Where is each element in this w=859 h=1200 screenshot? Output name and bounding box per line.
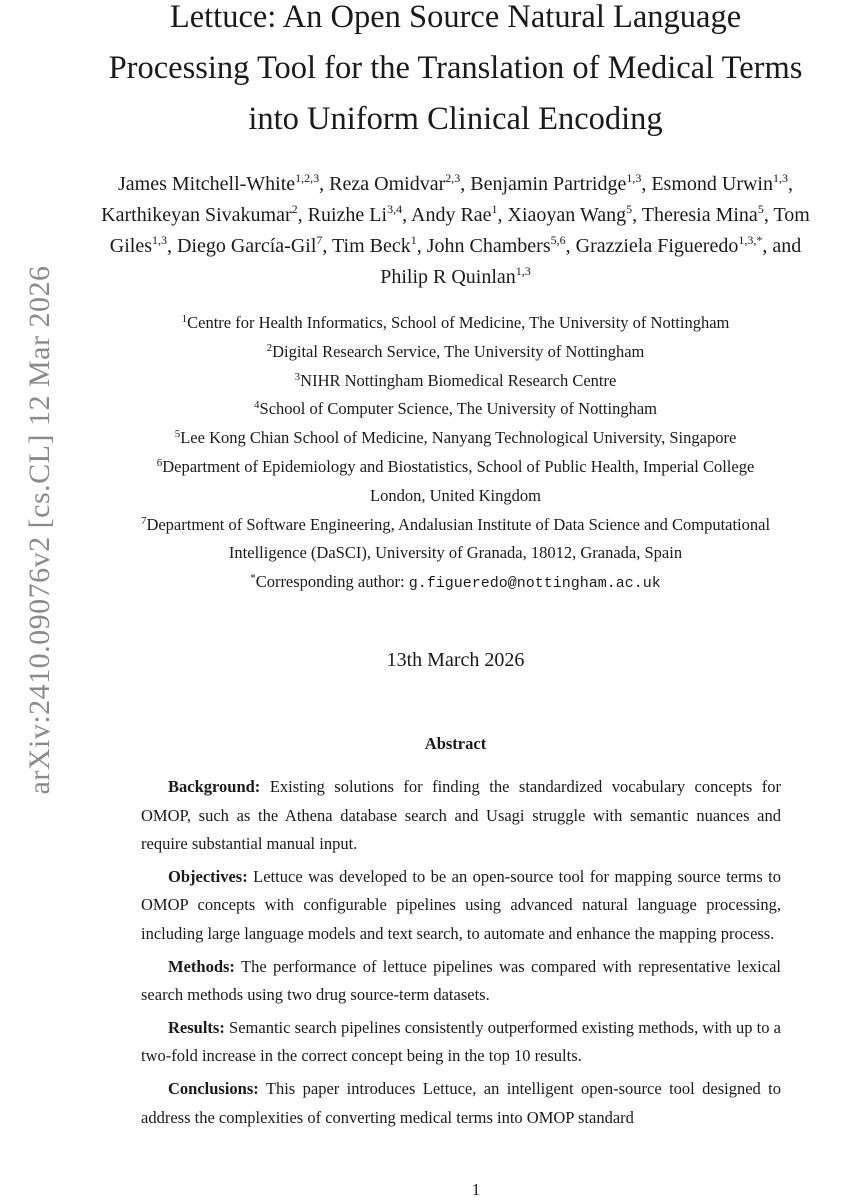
- abstract-section-text: Semantic search pipelines consistently outperformed existing methods, with up to a two-fold increase in the correct concept being in the top 10 results.: [141, 1017, 782, 1066]
- affiliation-number: 4: [254, 399, 260, 412]
- abstract-section-label: Results:: [168, 1017, 225, 1037]
- author-name: Diego García-Gil: [176, 235, 317, 257]
- affiliation-text: Centre for Health Informatics, School of Medicine, The University of Nottingham: [187, 313, 730, 332]
- affiliation-number: 1: [181, 313, 188, 325]
- author-separator: ,: [319, 173, 330, 195]
- publication-date: 13th March 2026: [386, 648, 525, 671]
- affiliation-line: [88, 338, 823, 367]
- abstract-section-label: Conclusions:: [168, 1078, 259, 1098]
- author-affiliation-mark: 1: [410, 233, 417, 247]
- corresponding-mark: *: [250, 572, 256, 585]
- title-line-1: Lettuce: An Open Source Natural Language: [169, 0, 742, 35]
- author-separator: ,: [402, 204, 411, 226]
- corresponding-author: [88, 568, 823, 599]
- author-name: Reza Omidvar: [329, 173, 446, 195]
- affiliation-number: 2: [266, 341, 273, 354]
- author-name: Karthikeyan Sivakumar: [101, 204, 292, 226]
- author-separator: ,: [763, 204, 774, 226]
- corresponding-label: Corresponding author:: [255, 572, 409, 592]
- affiliation-line: [88, 511, 823, 540]
- abstract-paragraph: [141, 1075, 781, 1132]
- affiliation-text: NIHR Nottingham Biomedical Research Centre: [300, 370, 617, 390]
- author-affiliation-mark: 1,3: [515, 264, 531, 278]
- affiliation-number: 3: [294, 370, 301, 383]
- author-affiliation-mark: 5: [626, 202, 633, 216]
- affiliation-line: [88, 482, 823, 511]
- author-name: Tim Beck: [332, 235, 411, 257]
- abstract-section-text: This paper introduces Lettuce, an intelligent open-source tool designed to address the complexities of converting medical terms into OMOP standard: [141, 1078, 782, 1127]
- title-line-2: Processing Tool for the Translation of Medical Terms: [108, 50, 803, 86]
- affiliation-line: [88, 539, 823, 568]
- affiliation-line: [88, 395, 823, 424]
- arxiv-identifier-stamp: arXiv:2410.09076v2 [cs.CL] 12 Mar 2026: [23, 265, 56, 795]
- abstract-paragraph: [141, 773, 781, 859]
- paper-title: [88, 0, 823, 145]
- abstract-paragraph: [141, 863, 781, 949]
- affiliation-line: [88, 424, 823, 453]
- author-name: John Chambers: [426, 235, 551, 257]
- affiliation-line: [88, 453, 823, 482]
- author-separator: ,: [497, 204, 508, 226]
- affiliation-text: London, United Kingdom: [370, 485, 541, 505]
- author-affiliation-mark: 3,4: [387, 202, 403, 216]
- abstract-section-text: Existing solutions for finding the standardized vocabulary concepts for OMOP, such as the Athena database search and Usagi struggle with semantic nuances and require substantial manual input.: [141, 776, 782, 854]
- affiliation-text: Department of Epidemiology and Biostatistics, School of Public Health, Imperial College: [162, 456, 755, 476]
- affiliation-text: Intelligence (DaSCI), University of Granada, 18012, Granada, Spain: [228, 543, 683, 563]
- author-name: Grazziela Figueredo: [575, 235, 739, 257]
- author-separator: ,: [416, 235, 427, 257]
- author-separator: ,: [297, 204, 308, 226]
- author-separator: ,: [322, 235, 333, 257]
- abstract-section-label: Objectives:: [168, 866, 248, 886]
- affiliation-entries: [88, 309, 823, 568]
- author-name: James Mitchell-White: [118, 173, 296, 195]
- affiliation-line: [88, 367, 823, 396]
- abstract-section-text: Lettuce was developed to be an open-source tool for mapping source terms to OMOP concepts with configurable pipelines using advanced natural language processing, including large language models and text search, to automate and enhance the mapping process.: [141, 866, 782, 943]
- affiliation-number: 6: [156, 456, 163, 469]
- author-name: Benjamin Partridge: [470, 173, 627, 195]
- abstract-body: [141, 773, 781, 1132]
- author-name: Tom Giles: [109, 204, 810, 257]
- abstract-section-text: The performance of lettuce pipelines was compared with representative lexical search methods using two drug source-term datasets.: [141, 956, 781, 1005]
- affiliation-list: [88, 309, 823, 599]
- author-separator: ,: [460, 173, 471, 195]
- author-separator: ,: [788, 173, 793, 195]
- author-affiliation-mark: 1,3: [151, 233, 167, 247]
- author-affiliation-mark: 7: [316, 233, 323, 247]
- author-affiliation-mark: 1,3,*: [738, 233, 763, 247]
- author-name: Esmond Urwin: [651, 173, 773, 195]
- corresponding-email: g.figueredo@nottingham.ac.uk: [408, 575, 661, 593]
- author-affiliation-mark: 2,3: [445, 171, 461, 185]
- author-affiliation-mark: 5: [757, 202, 764, 216]
- author-name: Ruizhe Li: [307, 204, 388, 226]
- author-affiliation-mark: 1,3: [773, 171, 788, 185]
- author-affiliation-mark: 2: [291, 202, 298, 216]
- title-line-3: into Uniform Clinical Encoding: [248, 101, 663, 137]
- author-list: [88, 169, 823, 293]
- abstract-paragraph: [141, 953, 781, 1010]
- author-affiliation-mark: 1,3: [626, 171, 642, 185]
- affiliation-number: 5: [174, 428, 181, 441]
- author-separator: ,: [632, 204, 642, 226]
- abstract-section-label: Methods:: [168, 956, 235, 976]
- affiliation-text: Lee Kong Chian School of Medicine, Nanyang Technological University, Singapore: [180, 428, 737, 448]
- affiliation-text: Department of Software Engineering, Andalusian Institute of Data Science and Computational: [146, 514, 771, 534]
- author-separator: ,: [565, 235, 576, 257]
- author-separator: ,: [166, 235, 177, 257]
- author-affiliation-mark: 5,6: [550, 233, 566, 247]
- affiliation-number: 7: [140, 514, 147, 527]
- author-name: Andy Rae: [411, 204, 492, 226]
- page-number: 1: [471, 1180, 481, 1199]
- author-separator: , and: [762, 235, 802, 257]
- abstract-section-label: Background:: [168, 776, 261, 796]
- author-separator: ,: [641, 173, 652, 195]
- affiliation-text: Digital Research Service, The University of Nottingham: [272, 341, 645, 361]
- affiliation-text: School of Computer Science, The University of Nottingham: [259, 399, 657, 419]
- author-affiliation-mark: 1: [491, 202, 498, 216]
- abstract-heading: Abstract: [424, 733, 487, 753]
- author-name: Xiaoyan Wang: [507, 204, 627, 226]
- abstract-paragraph: [141, 1014, 781, 1071]
- affiliation-line: [88, 309, 823, 338]
- author-name: Theresia Mina: [641, 204, 758, 226]
- author-name: Philip R Quinlan: [380, 266, 516, 288]
- paper-first-page: [88, 0, 823, 1136]
- author-affiliation-mark: 1,2,3: [295, 171, 320, 185]
